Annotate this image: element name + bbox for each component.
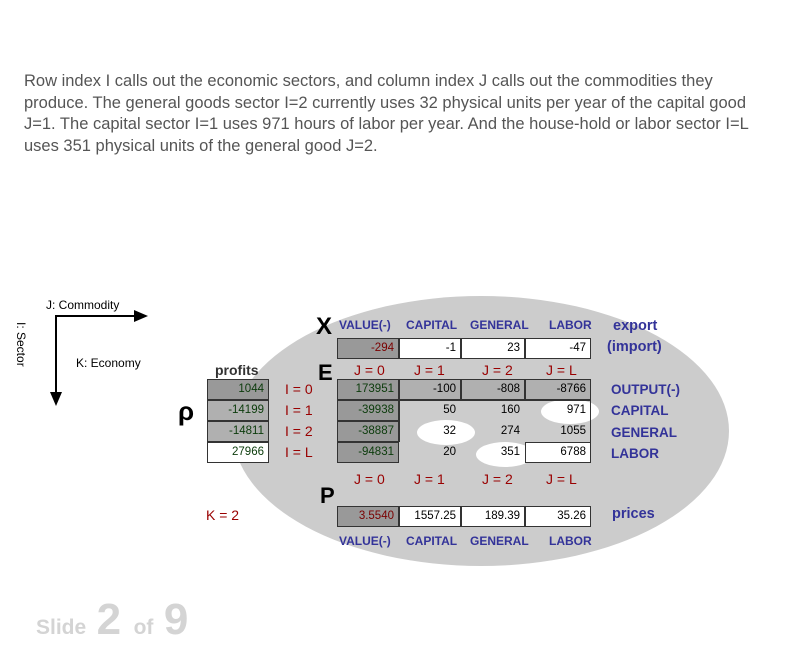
matrix-cell-0-0: 173951 (337, 379, 399, 400)
i-index-2: I = 2 (285, 423, 313, 439)
col-header-general: GENERAL (470, 318, 529, 332)
commodity-axis-arrow (134, 310, 148, 322)
slide-counter (36, 595, 188, 645)
export-cell-1: -1 (399, 338, 461, 359)
matrix-cell-2-1: 32 (443, 425, 456, 437)
j-index-l-top: J = L (546, 362, 577, 378)
j-index-1-top: J = 1 (414, 362, 445, 378)
k-label: K = 2 (206, 507, 240, 523)
i-index-0: I = 0 (285, 381, 313, 397)
col-header-value: VALUE(-) (339, 318, 391, 332)
matrix-cell-1-2: 160 (500, 404, 520, 416)
sector-axis-label: I: Sector (14, 322, 28, 367)
col-footer-value: VALUE(-) (339, 534, 391, 548)
prices-label: prices (612, 506, 655, 522)
j-index-l-bottom: J = L (546, 471, 577, 487)
economy-axis-label: K: Economy (76, 356, 141, 370)
slide-of: of (133, 616, 154, 639)
slide-total: 9 (163, 595, 189, 644)
intro-paragraph: Row index I calls out the economic sectors, and column index J calls out the commodities they produce. The general goods sector I=2 currently uses 32 physical units per year of the capital good J=1. The capital sector I=1 uses 971 hours of labor per year. And the house-hold or labor sector I=L uses 351 physical units of the general good J=2. (24, 72, 749, 155)
sector-axis-arrow (50, 392, 62, 406)
price-cell-2: 189.39 (461, 506, 525, 527)
price-cell-0: 3.5540 (337, 506, 399, 527)
col-header-capital: CAPITAL (406, 318, 458, 332)
matrix-cell-3-3: 6788 (525, 442, 591, 463)
matrix-cell-0-2: -808 (461, 379, 525, 400)
profit-cell-3: 27966 (207, 442, 269, 463)
row-label-output: OUTPUT(-) (611, 382, 680, 397)
export-cell-0: -294 (337, 338, 399, 359)
matrix-cell-1-1: 50 (443, 404, 456, 416)
row-label-general: GENERAL (611, 425, 678, 440)
profit-cell-2: -14811 (207, 421, 269, 442)
profit-cell-0: 1044 (207, 379, 269, 400)
rho-symbol: ρ (178, 396, 195, 426)
export-label: export (613, 318, 658, 334)
matrix-cell-3-2: 351 (500, 446, 520, 458)
export-cell-3: -47 (525, 338, 591, 359)
commodity-axis-label: J: Commodity (46, 298, 120, 312)
matrix-cell-2-0: -38887 (337, 421, 399, 442)
j-index-0-top: J = 0 (354, 362, 385, 378)
i-index-1: I = 1 (285, 402, 313, 418)
matrix-cell-0-3: -8766 (525, 379, 591, 400)
matrix-cell-0-1: -100 (399, 379, 461, 400)
matrix-cell-2-3: 1055 (560, 425, 586, 437)
e-symbol: E (318, 360, 333, 385)
import-label: (import) (607, 339, 662, 355)
row-label-capital: CAPITAL (611, 403, 669, 418)
col-footer-general: GENERAL (470, 534, 529, 548)
export-cell-2: 23 (461, 338, 525, 359)
col-footer-capital: CAPITAL (406, 534, 458, 548)
i-index-l: I = L (285, 444, 313, 460)
price-cell-1: 1557.25 (399, 506, 461, 527)
matrix-cell-1-0: -39938 (337, 400, 399, 421)
j-index-2-bottom: J = 2 (482, 471, 513, 487)
slide-word: Slide (36, 616, 87, 639)
price-cell-3: 35.26 (525, 506, 591, 527)
profits-label: profits (215, 362, 259, 378)
col-footer-labor: LABOR (549, 534, 592, 548)
matrix-cell-3-1: 20 (443, 446, 456, 458)
x-symbol: X (316, 313, 333, 340)
j-index-2-top: J = 2 (482, 362, 513, 378)
slide-current: 2 (96, 595, 122, 644)
row-label-labor: LABOR (611, 446, 659, 461)
j-index-1-bottom: J = 1 (414, 471, 445, 487)
j-index-0-bottom: J = 0 (354, 471, 385, 487)
matrix-cell-3-0: -94831 (337, 442, 399, 463)
profit-cell-1: -14199 (207, 400, 269, 421)
matrix-cell-2-2: 274 (500, 425, 520, 437)
matrix-cell-1-3: 971 (566, 404, 586, 416)
col-header-labor: LABOR (549, 318, 592, 332)
p-symbol: P (320, 483, 335, 508)
